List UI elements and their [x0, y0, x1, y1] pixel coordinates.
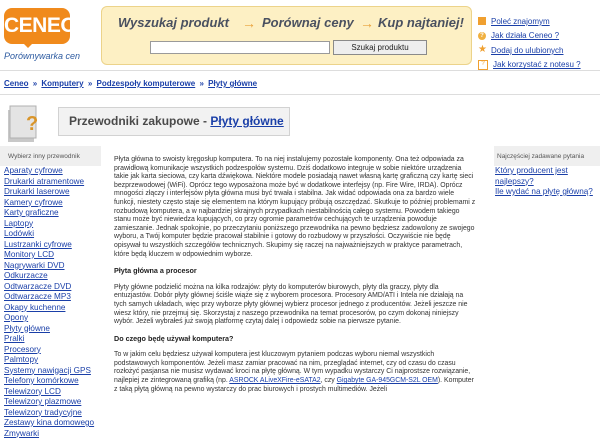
list-item[interactable]: Lodówki	[4, 229, 100, 240]
list-item[interactable]: Telewizory LCD	[4, 387, 100, 398]
arrow-icon: →	[242, 15, 256, 31]
article-paragraph: Płyta główna to swoisty kręgosłup komputera. To na niej instalujemy pozostałe komponenty. Ona też odpowiada za prawidłową komunikacje wszystkich podzespołów systemu. Dziś dodatkowo integruje w sobie niektóre urządzenia takie jak karta sieciowa, czy karta dźwiękowa. Niektóre modele posiadają nawet własną kartę graficzną czy kartę sieci bezprzewodowej (WiFi). Oprócz tego wyposażona może być w dodatkowe interfejsy (np. Fire Wire, IRDA). Oprócz mnogości złączy i interfejsów płyta główna musi być trwała i stabilna. Jak widać odpowiada ona za bardzo wiele funkcji, niestety często staje się elementem na którym kupujący próbują oszczędzać. Skutkuje to później problemami z rozbudową komputera, a w najbardziej skrajnych przypadkach niestabilnością całego systemu. Powodem takiego stanu może być niewiedza kupujących, co przy ogromie parametrów cechujących te urządzenia powoduje zamieszanie. Jednak spokojnie, po przeczytaniu poniższego przewodnika na pewno będziesz zadowolony ze swojego wyboru, a Twój komputer będzie pracował stabilnie i gotowy do rozbudowy w przyszłości. Oczywiście nie będę opisywał tu wszystkich szczegółów technicznych. Skupimy się raczej na najważniejszych w praktyce parametrach, które będą kluczem w odpowiednim wyborze.	[114, 156, 476, 259]
left-heading: Wybierz inny przewodnik	[8, 153, 80, 160]
list-item[interactable]: Zestawy kina domowego	[4, 418, 100, 429]
list-item[interactable]: Lustrzanki cyfrowe	[4, 240, 100, 251]
list-item[interactable]: Odtwarzacze MP3	[4, 292, 100, 303]
question-icon: ?	[478, 32, 486, 40]
list-item[interactable]: Palmtopy	[4, 355, 100, 366]
svg-text:?: ?	[26, 113, 38, 135]
section-heading: Płyta główna a procesor	[114, 267, 476, 276]
add-favorites-link[interactable]: ★ Dodaj do ulubionych	[478, 43, 598, 58]
list-item[interactable]: Telefony komórkowe	[4, 376, 100, 387]
faq-list	[495, 166, 599, 198]
article-body	[114, 156, 476, 402]
slogan-search: Wyszukaj produkt	[118, 15, 229, 30]
title-link[interactable]: Płyty główne	[210, 114, 283, 128]
logo-name: CENEO	[4, 8, 70, 44]
notebook-help-link[interactable]: ? Jak korzystać z notesu ?	[478, 58, 598, 73]
section-heading: Do czego będę używał komputera?	[114, 335, 476, 344]
list-item[interactable]: Odkurzacze	[4, 271, 100, 282]
logo-tagline: Porównywarka cen	[4, 51, 80, 61]
top-links	[478, 14, 598, 72]
list-item[interactable]: Pralki	[4, 334, 100, 345]
list-item[interactable]: Odtwarzacze DVD	[4, 282, 100, 293]
ceneo-logo[interactable]	[4, 8, 94, 68]
help-icon: ?	[478, 60, 488, 70]
list-item[interactable]: Aparaty cyfrowe	[4, 166, 100, 177]
slogan-compare: Porównaj ceny	[262, 15, 354, 30]
recommend-link[interactable]: Poleć znajomym	[478, 14, 598, 29]
guide-list	[4, 166, 100, 439]
envelope-icon	[478, 17, 486, 25]
product-link[interactable]: Gigabyte GA-945GCM-S2L OEM	[337, 377, 438, 384]
list-item[interactable]: Monitory LCD	[4, 250, 100, 261]
list-item[interactable]: Telewizory plazmowe	[4, 397, 100, 408]
list-item[interactable]: Karty graficzne	[4, 208, 100, 219]
list-item[interactable]: Systemy nawigacji GPS	[4, 366, 100, 377]
list-item[interactable]: Laptopy	[4, 219, 100, 230]
search-panel	[101, 6, 472, 65]
page-title: Przewodniki zakupowe - Płyty główne	[58, 107, 290, 136]
how-it-works-link[interactable]: ? Jak działa Ceneo ?	[478, 29, 598, 44]
breadcrumb: Ceneo » Komputery » Podzespoły komputerowe » Płyty główne	[4, 79, 257, 88]
guide-book-icon	[6, 104, 50, 144]
breadcrumb-components[interactable]: Podzespoły komputerowe	[97, 79, 196, 88]
faq-item[interactable]: Ile wydać na płytę główną?	[495, 187, 599, 198]
breadcrumb-home[interactable]: Ceneo	[4, 79, 28, 88]
list-item[interactable]: Nagrywarki DVD	[4, 261, 100, 272]
slogan-buy: Kup najtaniej!	[378, 15, 464, 30]
list-item[interactable]: Drukarki atramentowe	[4, 177, 100, 188]
star-icon: ★	[478, 46, 486, 54]
search-input[interactable]	[150, 41, 330, 54]
list-item[interactable]: Procesory	[4, 345, 100, 356]
divider	[0, 70, 600, 71]
article-paragraph: To w jakim celu będziesz używał komputera jest kluczowym pytaniem podczas wyboru niemal wszystkich podstawowych komponentów. Jeżeli masz zamiar pracować na nim, przeglądać internet, czy od czasu do czasu rozłożyć pasjansa nie musisz wydawać kroci na płytę główną. W tym wypadku wystarczy Ci najprostsze rozwiązanie, najlepiej ze zintegrowaną grafiką (np. ASROCK ALiveXFire-eSATA2, czy Gigabyte GA-945GCM-S2L OEM). Komputer z taką płytą główną na pewno wystarczy do prac biurowych i prostych multimediów. Jeżeli	[114, 351, 476, 394]
search-button[interactable]: Szukaj produktu	[333, 40, 427, 55]
list-item[interactable]: Zmywarki	[4, 429, 100, 439]
list-item[interactable]: Okapy kuchenne	[4, 303, 100, 314]
breadcrumb-computers[interactable]: Komputery	[41, 79, 83, 88]
breadcrumb-motherboards[interactable]: Płyty główne	[208, 79, 257, 88]
list-item[interactable]: Opony	[4, 313, 100, 324]
arrow-icon: →	[360, 15, 374, 31]
right-heading: Najczęściej zadawane pytania	[497, 153, 584, 160]
faq-item[interactable]: Który producent jest najlepszy?	[495, 166, 599, 187]
product-link[interactable]: ASROCK ALiveXFire-eSATA2	[229, 377, 320, 384]
list-item[interactable]: Drukarki laserowe	[4, 187, 100, 198]
list-item[interactable]: Telewizory tradycyjne	[4, 408, 100, 419]
article-paragraph: Płyty główne podzielić można na kilka rodzajów: płyty do komputerów biurowych, płyty dla graczy, płyty dla entuzjastów. Dobór płyty głównej ściśle wiąże się z wyborem procesora. Procesory AMD/ATI i Intela nie działają na tych samych układach, więc przy wyborze płyty głównej wybierz procesor jednego z producentów. Jeżeli jeszcze nie wiesz który, nie przejmuj się. Skorzystaj z naszego przewodnika na temat procesorów, po czym dokonaj niniejszy wybór. Jeżeli wybrałeś już swoją platformę czytaj dalej i odpowiedz sobie na pierwsze pytanie.	[114, 284, 476, 327]
list-item[interactable]: Płyty główne	[4, 324, 100, 335]
divider	[0, 94, 600, 95]
list-item[interactable]: Kamery cyfrowe	[4, 198, 100, 209]
